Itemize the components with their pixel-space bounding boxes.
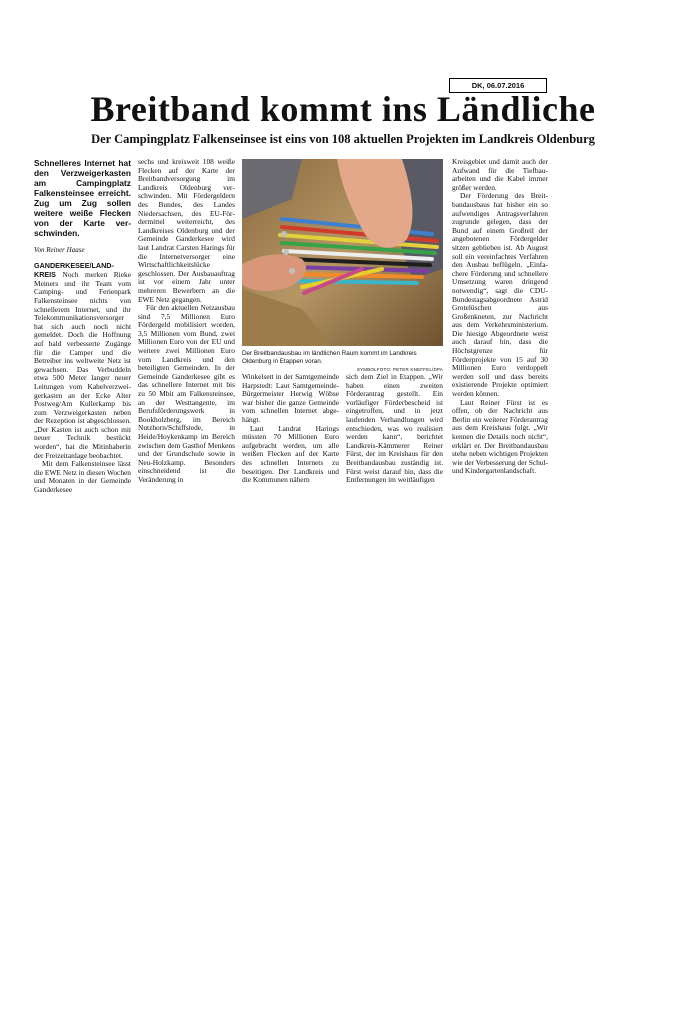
caption-text: Der Breitbandausbau im ländlichen Raum kommt im Landkreis Oldenburg in Etappen voran.: [242, 350, 417, 365]
photo-credit: SYMBOLFOTO: PETER KNEFFEL/DPA: [356, 367, 443, 372]
column-2: [138, 158, 235, 485]
subheadline: Der Campingplatz Falkenseinsee ist eins von 108 aktuellen Projekten im Landkreis Oldenburg: [91, 132, 595, 146]
photo-caption: [242, 350, 443, 374]
paragraph: Laut Landrat Harings müssten 70 Millionen Euro aufgebracht werden, um alle weißen Flecken auf der Karte des schnellen Internets zu beseitigen. Der Landkreis und die Kommunen nähern: [242, 423, 339, 485]
headline: Breitband kommt ins Ländliche: [90, 89, 596, 129]
paragraph: Für den aktuellen Netzausbau sind 7,5 Millionen Euro Fördergeld mobilisiert worden, 3,5 Millionen vom Bund, zwei Millionen Euro von der EU und weitere zwei Millionen Euro vom Landkreis und den beteiligten Gemeinden. In der Gemeinde Ganderkesee gibt es das schnellere Internet mit bis zu 50 Mbit am Falkensteinsee, an der Westtangente, im Berufsförderungswerk in Bookholzberg, im Bereich Nutzhorn/Schiffstede, in Heide/Hoykenkamp im Bereich zwischen dem Gasthof Menkens und der Grundschule sowie in Neu-Holzkamp. Besonders einschneidend ist die Veränderung in: [138, 303, 235, 484]
lead-text: Schnelleres Internet hat den Verzweigerkasten am Campingplatz Falkensteinsee erreicht. Zug um Zug sollen weitere weiße Flecken von der Karte verschwinden.: [34, 158, 131, 238]
dateline: GANDERKESEE/LANDKREIS: [34, 260, 114, 280]
paragraph: sich dem Ziel in Etappen. „Wir haben einen zweiten Förderantrag gestellt. Ein vorläufiger Förderbescheid ist eingetroffen, und in jetzt laufenden Verhandlungen wird entschieden, was wo realisiert werden kann“, berichtet Landkreis-Kämmerer Reiner Fürst, der im Kreishaus für den Breitbandausbau zuständig ist. Fürst weist darauf hin, dass die Entfernungen im weitläufigen: [346, 372, 443, 485]
date-stamp: DK, 06.07.2016: [449, 78, 547, 93]
byline: Von Reiner Haase: [34, 246, 85, 254]
paragraph: Noch merken Rieke Meiners und ihr Team vom Camping- und Ferienpark Falkensteinsee nichts von schnellerem Internet, und ihr Telekommunikationsversorger hat sich auch noch nicht gemeldet. Doch die Hoffnung auf bald verbesserte Zugänge für die Camper und die Betreiber ins weltweite Netz ist gewachsen. Das Verbuddeln etwa 500 Meter langer neuer Leitungen vom Kabelverzweigerkasten an der Ecke Alter Postweg/Am Kullerkamp bis zum Verzweigerkasten neben der Rezeption ist abgeschlossen. „Der Kasten ist auch schon mit neuer Technik bestückt worden“, hat die Mitinhaberin der Freizeitanlage beobachtet.: [34, 270, 131, 460]
column-4: [346, 373, 443, 485]
paragraph: sechs und kreisweit 108 weiße Flecken auf der Karte der Breitbandversorgung im Landkreis Oldenburg verschwinden. Mit Fördergeldern des Bundes, des Landes Niedersachsen, des EU-Fördermittel weiterreicht, des Landkreises Oldenburg und der Gemeinde Ganderkesee wird laut Landrat Carsten Harings für die Internetversorger eine Wirtschaftlichkeitslücke geschlossen. Der Ausbauauftrag ist vor einem Jahr unter mehreren Bewerbern an die EWE Netz gegangen.: [138, 157, 235, 304]
paragraph: Mit dem Falkensteinsee lässt die EWE Netz in diesen Wochen und Monaten in der Gemeinde Ganderkesee: [34, 459, 131, 495]
column-1: [34, 158, 131, 495]
cable-photo-image: [242, 159, 443, 346]
paragraph: Kreisgebiet und damit auch der Aufwand für die Tiefbauarbeiten und die Kabel immer größer werden.: [452, 157, 548, 192]
cable-photo: [242, 159, 443, 346]
column-3: [242, 373, 339, 485]
paragraph: Laut Reiner Fürst ist es offen, ob der Nachricht aus Berlin ein weiterer Förderantrag aus dem Kreishaus folgt. „Wir kennen die Details noch nicht“, erklärt er. Der Breitbandausbau stehe neben wichtigen Projekten wie der Verbesserung der Schul- und Kindergartenlandschaft.: [452, 397, 548, 476]
paragraph: Winkelsett in der Samtgemeinde Harpstedt: Laut Samtgemeinde-Bürgermeister Herwig Wöbse war bisher die ganze Gemeinde vom schnellen Internet abgehängt.: [242, 372, 339, 424]
paragraph: Der Förderung des Breitbandausbaus hat bisher ein so aufwendiges Antragsverfahren zugrunde gelegen, dass der Bund auf einem Großteil der angebotenen Fördergelder sitzen geblieben ist. Ab August soll ein vereinfachtes Verfahren den Ausbau beflügeln. „Einfachere Förderung und schnellere Umsetzung waren dringend notwendig“, sagt die CDU-Bundestagsabgeordnete Astrid Grotelüschen aus Großenkneten, zur Nachricht aus dem Verkehrsministerium. Die hiesige Abgeordnete weist auch darauf hin, dass die Höchstgrenze für Förderprojekte von 15 auf 30 Millionen Euro verdoppelt werden soll und dass bereits existierende Projekte optimiert werden können.: [452, 191, 548, 399]
column-5: [452, 158, 548, 476]
